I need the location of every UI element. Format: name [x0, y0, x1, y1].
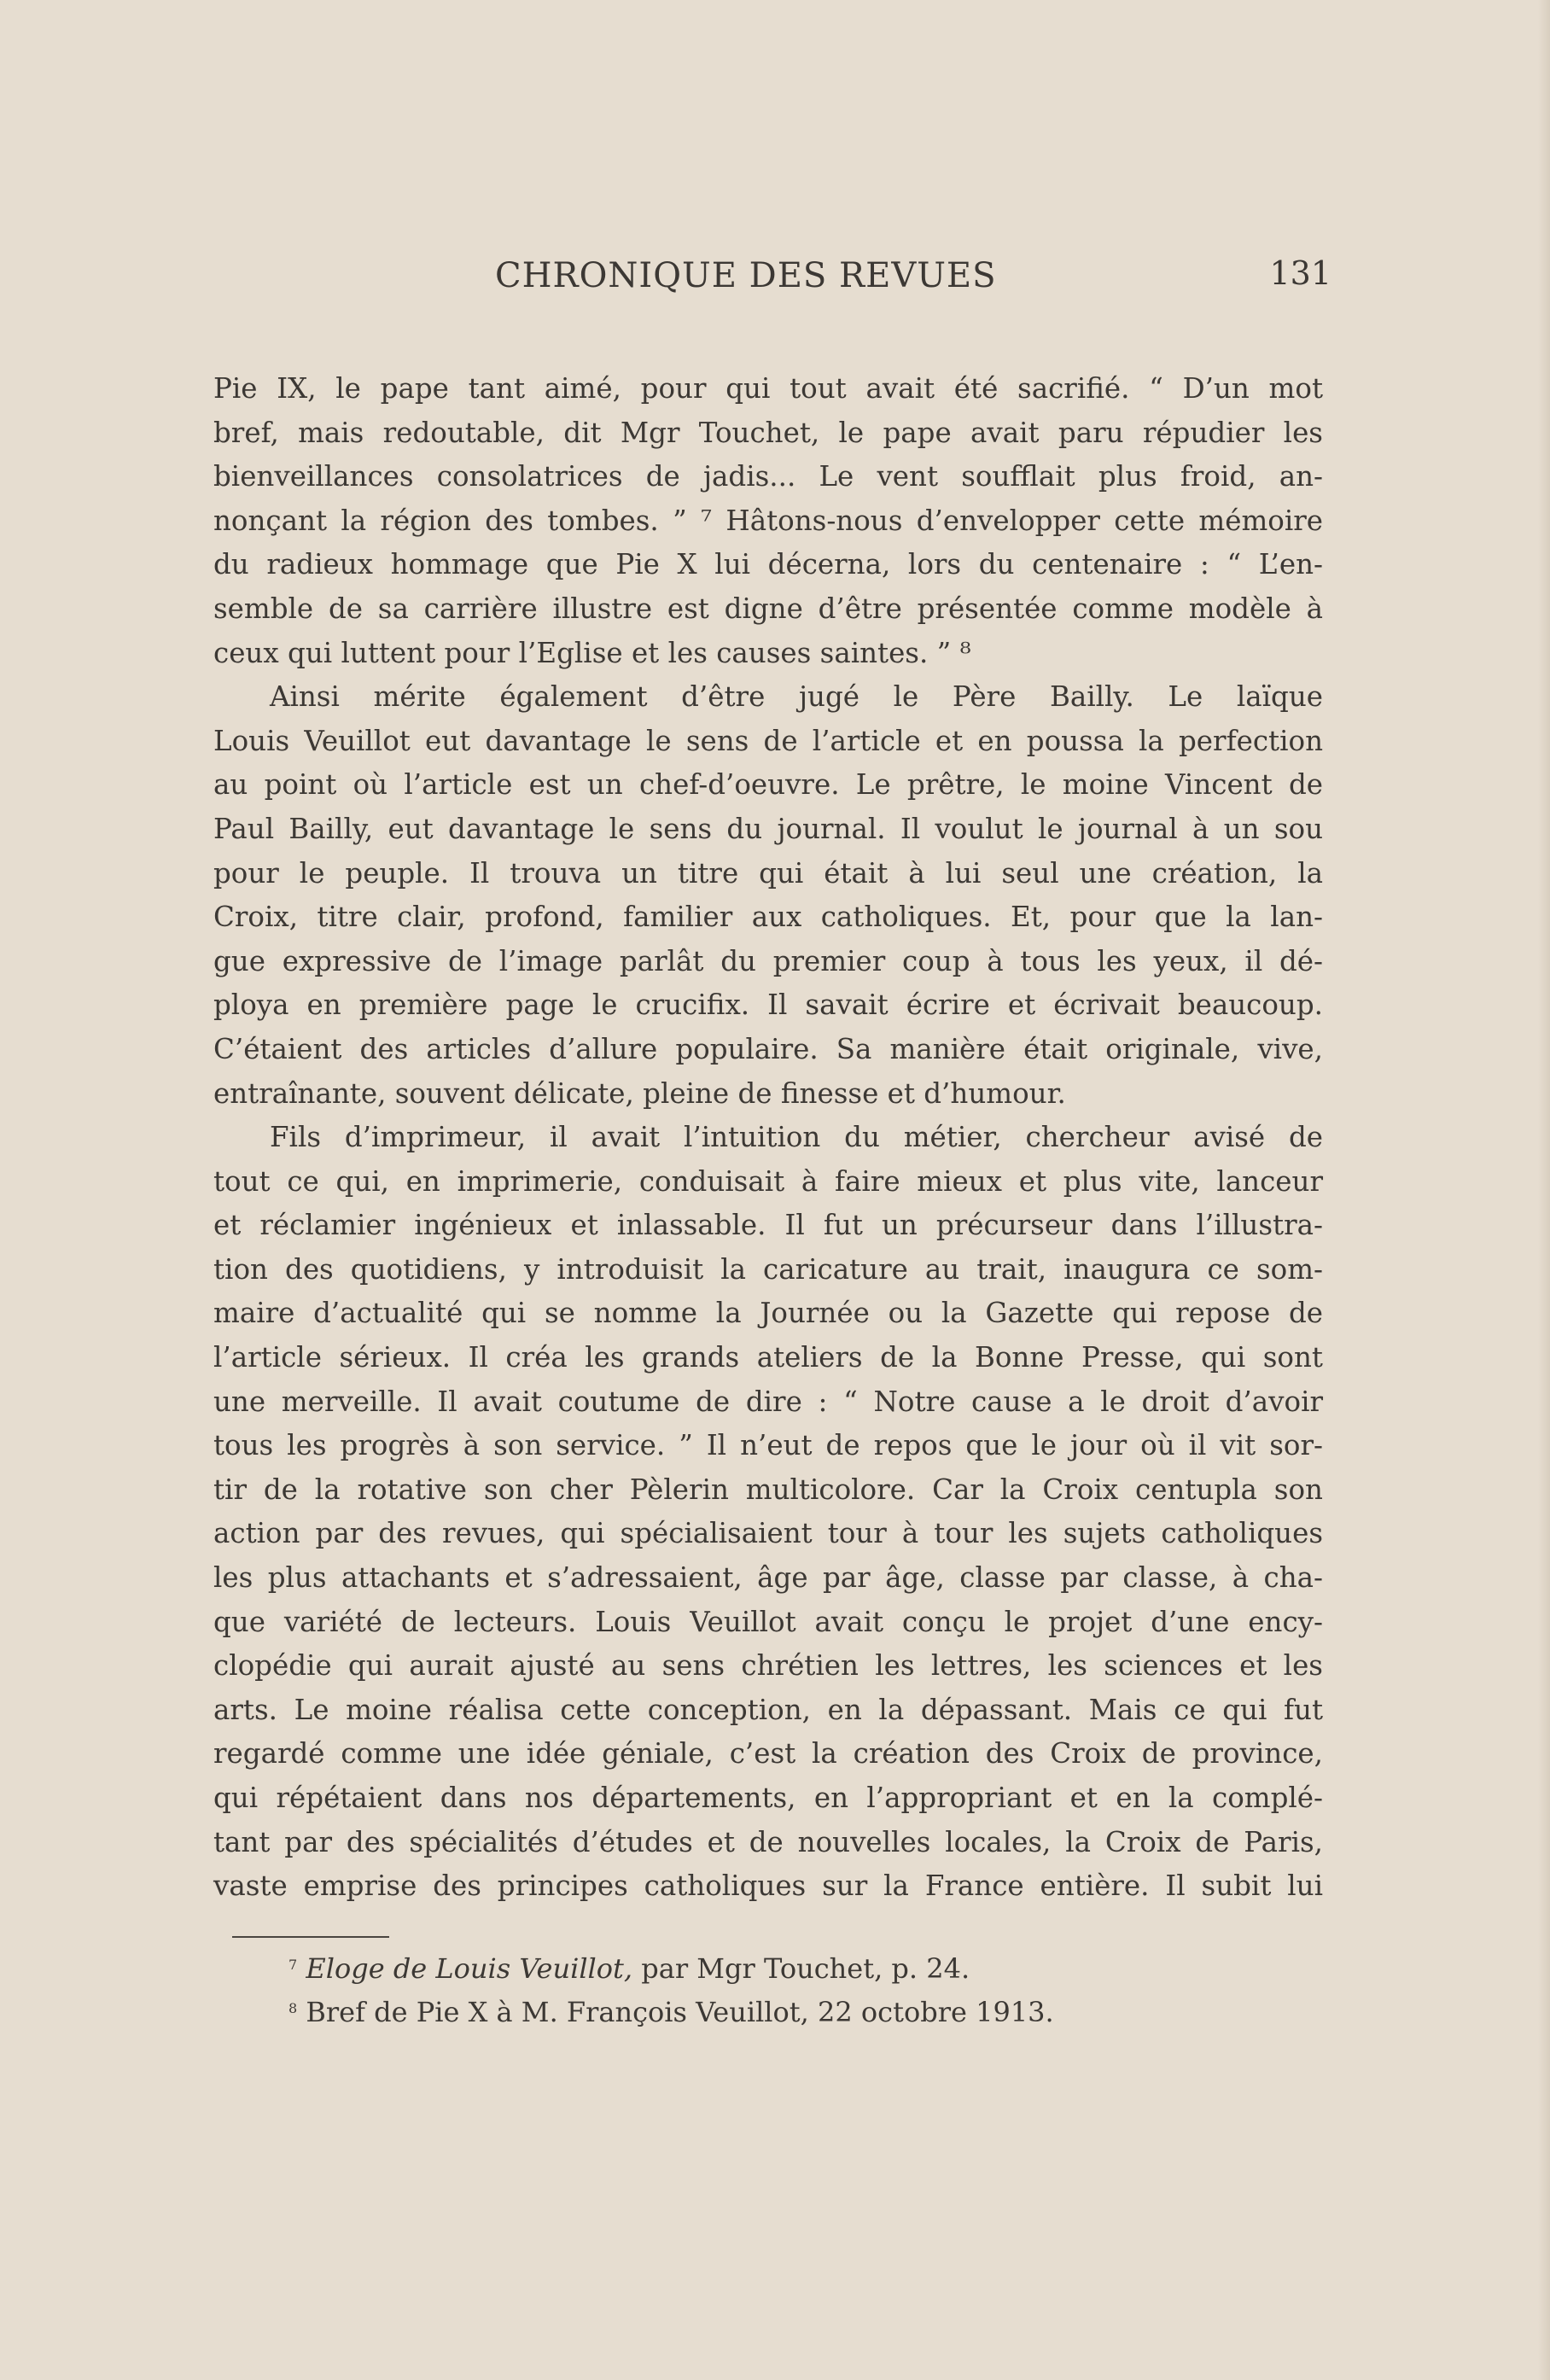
- text-line: action par des revues, qui spécialisaient tour à tour les sujets catholiques: [213, 1517, 1323, 1550]
- text-line: nonçant la région des tombes. ” ⁷ Hâtons-nous d’envelopper cette mémoire: [213, 504, 1323, 537]
- text-line: l’article sérieux. Il créa les grands ateliers de la Bonne Presse, qui sont: [213, 1341, 1323, 1374]
- text-line: Louis Veuillot eut davantage le sens de l’article et en poussa la perfection: [213, 724, 1323, 757]
- text-line: et réclamier ingénieux et inlassable. Il fut un précurseur dans l’illustra-: [213, 1209, 1323, 1242]
- text-line: tion des quotidiens, y introduisit la caricature au trait, inaugura ce som-: [213, 1252, 1323, 1286]
- text-line: bienveillances consolatrices de jadis... Le vent soufflait plus froid, an-: [213, 460, 1323, 493]
- text-line: clopédie qui aurait ajusté au sens chrétien les lettres, les sciences et les: [213, 1649, 1323, 1683]
- text-line: ploya en première page le crucifix. Il savait écrire et écrivait beaucoup.: [213, 989, 1323, 1022]
- page-number: 131: [1269, 254, 1331, 292]
- text-line: Fils d’imprimeur, il avait l’intuition du métier, chercheur avisé de: [270, 1121, 1323, 1154]
- body-text: [213, 367, 1323, 1909]
- text-line: Ainsi mérite également d’être jugé le Père Bailly. Le laïque: [270, 680, 1323, 714]
- text-line: une merveille. Il avait coutume de dire : “ Notre cause a le droit d’avoir: [213, 1385, 1323, 1418]
- text-line: gue expressive de l’image parlât du premier coup à tous les yeux, il dé-: [213, 944, 1323, 977]
- text-line: les plus attachants et s’adressaient, âge par âge, classe par classe, à cha-: [213, 1561, 1323, 1595]
- footnote-text: par Mgr Touchet, p. 24.: [632, 1952, 970, 1985]
- text-line: tir de la rotative son cher Pèlerin multicolore. Car la Croix centupla son: [213, 1473, 1323, 1506]
- text-line: que variété de lecteurs. Louis Veuillot avait conçu le projet d’une ency-: [213, 1605, 1323, 1638]
- text-line: Pie IX, le pape tant aimé, pour qui tout avait été sacrifié. “ D’un mot: [213, 372, 1323, 405]
- footnotes: [288, 1943, 1227, 2030]
- footnote-text: Bref de Pie X à M. François Veuillot, 22 octobre 1913.: [306, 1996, 1054, 2028]
- text-line: maire d’actualité qui se nomme la Journée ou la Gazette qui repose de: [213, 1297, 1323, 1330]
- text-line: entraînante, souvent délicate, pleine de finesse et d’humour.: [213, 1076, 1066, 1110]
- footnote-title: Eloge de Louis Veuillot,: [306, 1952, 633, 1985]
- text-line: tant par des spécialités d’études et de nouvelles locales, la Croix de Paris,: [213, 1825, 1323, 1858]
- text-line: au point où l’article est un chef-d’oeuvre. Le prêtre, le moine Vincent de: [213, 768, 1323, 802]
- text-line: regardé comme une idée géniale, c’est la création des Croix de province,: [213, 1737, 1323, 1770]
- text-line: tous les progrès à son service. ” Il n’eut de repos que le jour où il vit sor-: [213, 1429, 1323, 1462]
- text-line: du radieux hommage que Pie X lui décerna, lors du centenaire : “ L’en-: [213, 548, 1323, 581]
- text-line: qui répétaient dans nos départements, en l’appropriant et en la complé-: [213, 1782, 1323, 1814]
- text-line: Croix, titre clair, profond, familier aux catholiques. Et, pour que la lan-: [213, 901, 1323, 934]
- text-line: bref, mais redoutable, dit Mgr Touchet, le pape avait paru répudier les: [213, 416, 1323, 449]
- footnote-rule: [232, 1936, 389, 1938]
- text-line: semble de sa carrière illustre est digne d’être présentée comme modèle à: [213, 592, 1323, 625]
- text-line: arts. Le moine réalisa cette conception, en la dépassant. Mais ce qui fut: [213, 1693, 1323, 1726]
- footnote-marker: 7: [288, 1957, 298, 1973]
- page-edge: [1538, 0, 1550, 2380]
- footnote-marker: 8: [288, 2000, 298, 2016]
- text-line: pour le peuple. Il trouva un titre qui était à lui seul une création, la: [213, 856, 1323, 890]
- text-line: C’étaient des articles d’allure populaire. Sa manière était originale, vive,: [213, 1032, 1323, 1065]
- running-title: CHRONIQUE DES REVUES: [495, 256, 997, 295]
- footnote-8: [288, 1986, 1227, 2030]
- text-line: ceux qui luttent pour l’Eglise et les causes saintes. ” ⁸: [213, 636, 971, 669]
- text-line: tout ce qui, en imprimerie, conduisait à faire mieux et plus vite, lanceur: [213, 1164, 1323, 1198]
- text-line: Paul Bailly, eut davantage le sens du journal. Il voulut le journal à un sou: [213, 812, 1323, 845]
- text-line: vaste emprise des principes catholiques sur la France entière. Il subit lui: [213, 1870, 1323, 1903]
- running-header: [213, 256, 1331, 307]
- footnote-7: [288, 1943, 1227, 1986]
